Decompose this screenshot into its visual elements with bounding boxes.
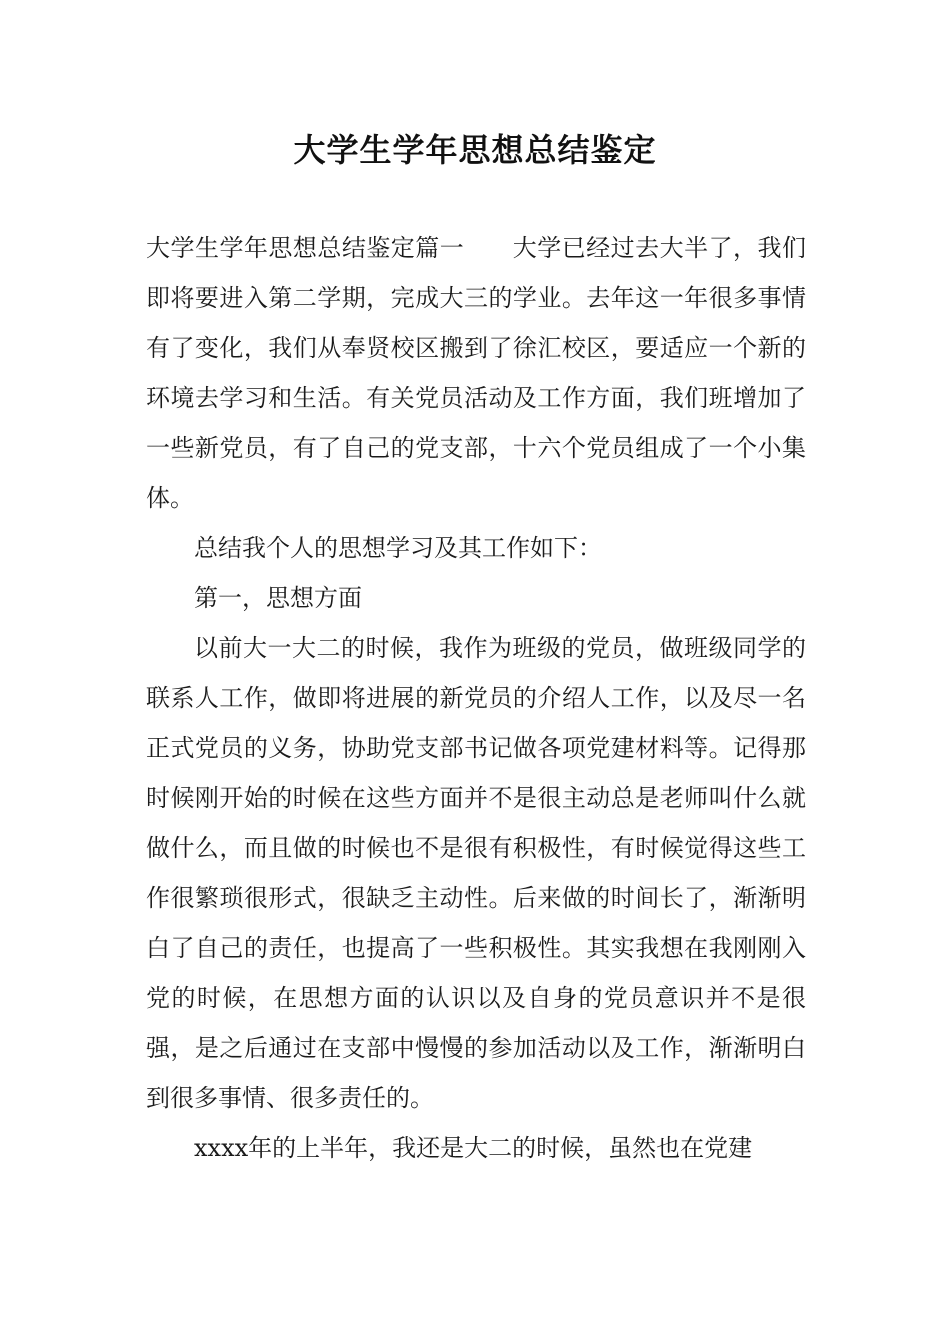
paragraph-body: xxxx年的上半年，我还是大二的时候，虽然也在党建 (194, 1134, 753, 1162)
paragraph-subheading: 第一，思想方面 (194, 584, 362, 612)
intro-paragraph (146, 223, 806, 523)
intro-text: 大学已经过去大半了，我们即将要进入第二学期，完成大三的学业。去年这一年很多事情有了变化，我们从奉贤校区搬到了徐汇校区，要适应一个新的环境去学习和生活。有关党员活动及工作方面，我们班增加了一些新党员，有了自己的党支部，十六个党员组成了一个小集体。 (146, 234, 807, 512)
paragraph-body: 以前大一大二的时候，我作为班级的党员，做班级同学的联系人工作，做即将进展的新党员的介绍人工作，以及尽一名正式党员的义务，协助党支部书记做各项党建材料等。记得那时候刚开始的时候在这些方面并不是很主动总是老师叫什么就做什么，而且做的时候也不是很有积极性，有时候觉得这些工作很繁琐很形式，很缺乏主动性。后来做的时间长了，渐渐明白了自己的责任，也提高了一些积极性。其实我想在我刚刚入党的时候，在思想方面的认识以及自身的党员意识并不是很强，是之后通过在支部中慢慢的参加活动以及工作，渐渐明白到很多事情、很多责任的。 (146, 634, 806, 1112)
document-title: 大学生学年思想总结鉴定 (293, 131, 657, 169)
section-heading: 大学生学年思想总结鉴定篇一 (146, 234, 465, 262)
document-body (146, 223, 806, 1173)
paragraph-summary-intro: 总结我个人的思想学习及其工作如下： (194, 534, 602, 562)
